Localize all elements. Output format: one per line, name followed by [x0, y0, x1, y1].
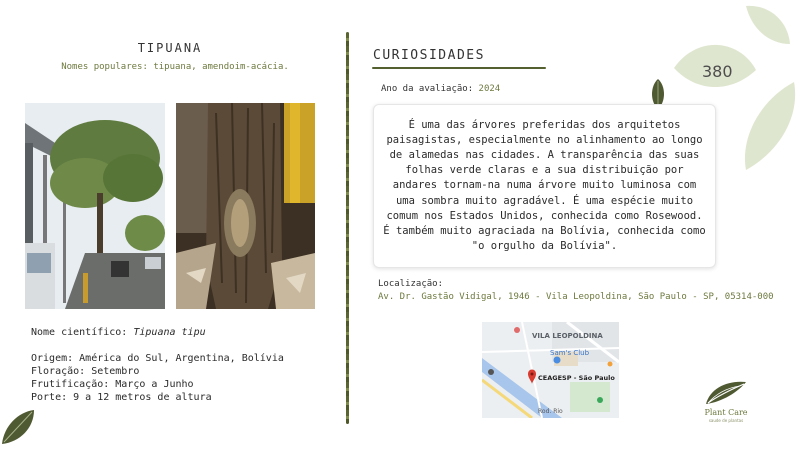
brand-name: Plant Care	[704, 408, 748, 417]
section-title: CURIOSIDADES	[373, 48, 485, 63]
popular-names: Nomes populares: tipuana, amendoim-acácia.	[61, 62, 289, 72]
flowering-text: Floração: Setembro	[31, 366, 140, 377]
map-place-label: CEAGESP - São Paulo	[538, 374, 615, 382]
column-divider	[346, 32, 349, 424]
map-district-label: VILA LEOPOLDINA	[532, 332, 603, 340]
curiosities-card	[373, 104, 716, 268]
size-text: Porte: 9 a 12 metros de altura	[31, 392, 212, 403]
section-underline	[372, 67, 546, 69]
location-map[interactable]	[482, 322, 619, 418]
tree-count-badge: 380	[702, 62, 733, 81]
evaluation-year-row	[381, 84, 500, 94]
evaluation-year-label: Ano da avaliação:	[381, 84, 479, 94]
scientific-name-label: Nome científico:	[31, 327, 134, 338]
evaluation-year-value: 2024	[478, 84, 501, 94]
curiosities-text: É uma das árvores preferidas dos arquitetos paisagistas, especialmente no alinhamento ao longo de alamedas nas cidades. A transparência das suas folhas verde claras e a sua distribuição por andares tornam-na numa árvore muito luminosa com uma sombra muito agradável. É uma espécie muito comum nos Estados Unidos, conhecida como Rosewood. É também muito agraciada na Bolívia, conhecida como "o orgulho da Bolívia".	[383, 118, 706, 253]
tree-trunk-photo	[176, 103, 315, 309]
origin-text: Origem: América do Sul, Argentina, Bolívia	[31, 353, 284, 364]
location-address: Av. Dr. Gastão Vidigal, 1946 - Vila Leopoldina, São Paulo - SP, 05314-000	[378, 292, 774, 302]
leaf-icon-bottom-left	[0, 408, 36, 446]
brand-tagline: saude de plantas	[708, 418, 744, 423]
scientific-name-row	[31, 327, 206, 338]
location-label: Localização:	[378, 279, 444, 289]
scientific-name-value: Tipuana tipu	[133, 327, 206, 338]
tree-title: TIPUANA	[137, 41, 203, 55]
fruiting-text: Frutificação: Março a Junho	[31, 379, 194, 390]
map-store-label: Sam's Club	[550, 349, 590, 357]
tree-street-photo	[25, 103, 165, 309]
map-road-label: Rod. Rio	[538, 408, 563, 415]
plant-care-logo-icon	[704, 380, 748, 406]
